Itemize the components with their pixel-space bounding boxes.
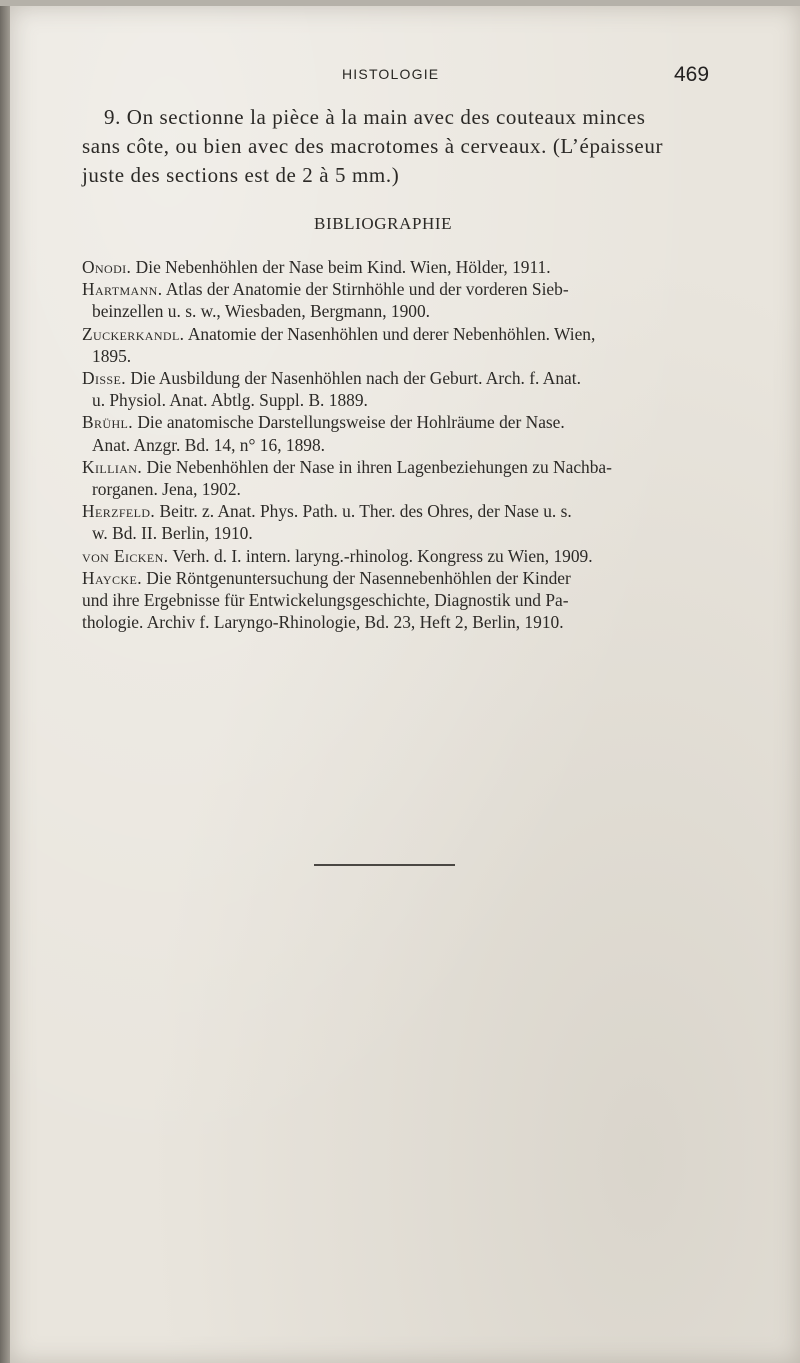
paragraph-line: sans côte, ou bien avec des macrotomes à cerveaux. (L’épaisseur bbox=[82, 134, 664, 158]
bibliography-entry bbox=[82, 545, 712, 567]
entry-text: Beitr. z. Anat. Phys. Path. u. Ther. des Ohres, der Nase u. s. bbox=[159, 501, 572, 522]
entry-text: Die Röntgenuntersuchung der Nasennebenhöhlen der Kinder bbox=[146, 567, 571, 588]
bibliography-entry bbox=[82, 411, 712, 455]
entry-author: Hartmann. bbox=[82, 279, 163, 300]
entry-text: Die Nebenhöhlen der Nase beim Kind. Wien, Hölder, 1911. bbox=[135, 257, 551, 277]
entry-text: w. Bd. II. Berlin, 1910. bbox=[92, 523, 253, 544]
entry-text: Die Ausbildung der Nasenhöhlen nach der Geburt. Arch. f. Anat. bbox=[130, 368, 581, 389]
entry-author: von Eicken. bbox=[82, 545, 169, 566]
entry-text: beinzellen u. s. w., Wiesbaden, Bergmann, 1900. bbox=[92, 301, 431, 322]
entry-author: Onodi. bbox=[82, 257, 132, 277]
entry-text: Die Nebenhöhlen der Nase in ihren Lagenbeziehungen zu Nachba- bbox=[146, 456, 612, 477]
bibliography-entry bbox=[82, 500, 712, 544]
entry-author: Disse. bbox=[82, 368, 126, 389]
bibliography-entry bbox=[82, 278, 712, 322]
end-rule bbox=[314, 864, 455, 866]
entry-text: Anatomie der Nasenhöhlen und derer Nebenhöhlen. Wien, bbox=[187, 323, 596, 344]
bibliography-entry bbox=[82, 567, 712, 634]
bibliography-list bbox=[82, 256, 712, 633]
bibliography-heading: BIBLIOGRAPHIE bbox=[314, 214, 453, 233]
bibliography-entry bbox=[82, 456, 712, 500]
entry-text: Die anatomische Darstellungsweise der Hohlräume der Nase. bbox=[137, 412, 565, 433]
paragraph-line: juste des sections est de 2 à 5 mm.) bbox=[82, 163, 400, 187]
entry-text: u. Physiol. Anat. Abtlg. Suppl. B. 1889. bbox=[92, 390, 368, 411]
entry-author: Brühl. bbox=[82, 412, 134, 433]
entry-author: Herzfeld. bbox=[82, 501, 156, 522]
entry-author: Haycke. bbox=[82, 567, 142, 588]
bibliography-entry bbox=[82, 367, 712, 411]
body-paragraph bbox=[82, 103, 712, 190]
book-page bbox=[10, 6, 800, 1363]
page-number: 469 bbox=[674, 63, 710, 86]
entry-text: thologie. Archiv f. Laryngo-Rhinologie, Bd. 23, Heft 2, Berlin, 1910. bbox=[82, 612, 564, 633]
running-title: HISTOLOGIE bbox=[342, 66, 440, 82]
entry-text: und ihre Ergebnisse für Entwickelungsgeschichte, Diagnostik und Pa- bbox=[82, 590, 569, 611]
entry-text: rorganen. Jena, 1902. bbox=[92, 479, 241, 500]
scan-left-edge bbox=[0, 0, 10, 1363]
entry-text: Verh. d. I. intern. laryng.-rhinolog. Kongress zu Wien, 1909. bbox=[172, 545, 593, 566]
entry-text: 1895. bbox=[92, 345, 132, 366]
entry-author: Killian. bbox=[82, 456, 143, 477]
entry-author: Zuckerkandl. bbox=[82, 323, 185, 344]
bibliography-entry bbox=[82, 256, 712, 278]
entry-text: Atlas der Anatomie der Stirnhöhle und der vorderen Sieb- bbox=[165, 279, 569, 300]
entry-text: Anat. Anzgr. Bd. 14, n° 16, 1898. bbox=[92, 434, 326, 455]
paragraph-line: 9. On sectionne la pièce à la main avec des couteaux minces bbox=[104, 105, 646, 129]
bibliography-entry bbox=[82, 323, 712, 367]
